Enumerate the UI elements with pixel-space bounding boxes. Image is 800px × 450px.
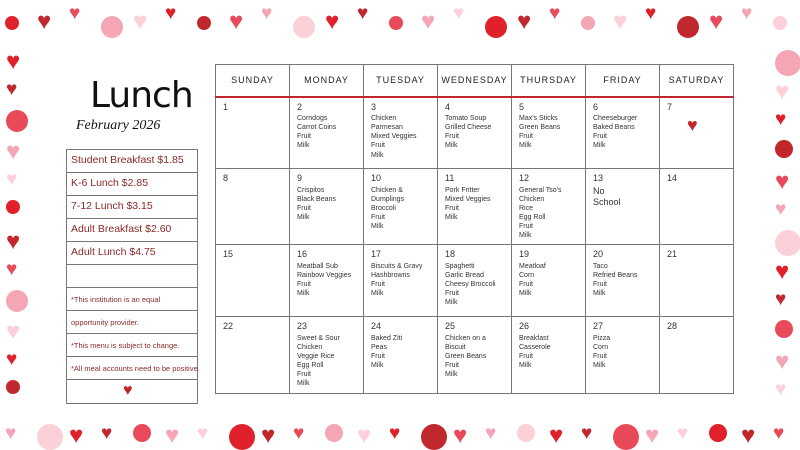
heart-icon: ♥ (357, 3, 369, 24)
menu-items: No School (593, 185, 621, 208)
candy-circle-icon (775, 230, 800, 256)
day-number: 17 (371, 249, 382, 260)
heart-icon: ♥ (709, 8, 724, 35)
menu-items: Crispitos Black Beans Fruit Milk (297, 186, 336, 221)
menu-items: Sweet & Sour Chicken Veggie Rice Egg Roll Fruit Milk (297, 334, 340, 388)
menu-items: General Tso's Chicken Rice Egg Roll Fruit Milk (519, 186, 562, 240)
heart-icon: ♥ (581, 423, 593, 444)
day-header: SUNDAY (216, 65, 290, 97)
calendar-day (660, 97, 734, 169)
calendar-day (660, 245, 734, 317)
calendar-day (364, 245, 438, 317)
calendar-day (438, 317, 512, 393)
calendar-day (290, 245, 364, 317)
month-subtitle: February 2026 (76, 118, 161, 133)
calendar-day (216, 317, 290, 393)
calendar-day (216, 97, 290, 169)
candy-circle-icon (775, 140, 793, 158)
heart-icon: ♥ (165, 422, 180, 449)
heart-icon: ♥ (517, 8, 532, 35)
heart-icon: ♥ (37, 8, 52, 35)
heart-icon: ♥ (775, 379, 787, 400)
calendar-week (216, 317, 734, 393)
heart-icon: ♥ (775, 168, 790, 195)
heart-icon: ♥ (775, 348, 790, 375)
calendar-day (438, 97, 512, 169)
day-number: 14 (667, 173, 678, 183)
candy-circle-icon (6, 380, 20, 394)
heart-icon: ♥ (775, 109, 787, 130)
menu-items: Biscuits & Gravy Hashbrowns Fruit Milk (371, 262, 423, 298)
candy-circle-icon (6, 290, 28, 312)
heart-icon: ♥ (6, 259, 18, 280)
calendar-week (216, 169, 734, 245)
day-number: 24 (371, 321, 382, 332)
heart-icon: ♥ (453, 422, 468, 449)
candy-circle-icon (6, 200, 20, 214)
calendar-day (438, 245, 512, 317)
note-row: *All meal accounts need to be positive. (67, 357, 197, 380)
heart-icon: ♥ (775, 289, 787, 310)
candy-circle-icon (229, 424, 255, 450)
candy-circle-icon (6, 110, 28, 132)
candy-circle-icon (421, 424, 447, 450)
candy-circle-icon (775, 50, 800, 76)
calendar-day (660, 317, 734, 393)
calendar-day (512, 245, 586, 317)
heart-icon: ♥ (549, 422, 564, 449)
calendar-day (290, 317, 364, 393)
calendar-day (290, 97, 364, 169)
day-number: 4 (445, 101, 451, 112)
heart-icon: ♥ (741, 422, 756, 449)
price-row: K-6 Lunch $2.85 (67, 173, 197, 196)
menu-items: Tomato Soup Grilled Cheese Fruit Milk (445, 115, 492, 150)
calendar-day (438, 169, 512, 245)
heart-icon: ♥ (645, 422, 660, 449)
day-number: 11 (445, 173, 455, 183)
heart-icon: ♥ (165, 3, 177, 24)
candy-circle-icon (485, 16, 507, 38)
candy-circle-icon (775, 320, 793, 338)
heart-icon: ♥ (549, 3, 561, 24)
price-row: Adult Breakfast $2.60 (67, 219, 197, 242)
heart-lollipop-icon: ♥ (123, 382, 133, 399)
candy-circle-icon (613, 424, 639, 450)
day-number: 7 (667, 101, 673, 112)
calendar-day (512, 317, 586, 393)
day-number: 21 (667, 249, 678, 260)
calendar-grid (215, 64, 734, 394)
heart-icon: ♥ (421, 8, 436, 35)
day-number: 10 (371, 173, 382, 183)
heart-icon: ♥ (677, 423, 689, 444)
day-number: 25 (445, 321, 456, 332)
calendar-day (586, 97, 660, 169)
candy-circle-icon (197, 16, 211, 30)
heart-icon: ♥ (357, 422, 372, 449)
heart-icon: ♥ (773, 423, 785, 444)
heart-icon: ♥ (197, 423, 209, 444)
candy-circle-icon (101, 16, 123, 38)
menu-items: Meatball Sub Rainbow Veggies Fruit Milk (297, 262, 352, 298)
day-number: 20 (593, 249, 604, 260)
calendar-day (586, 245, 660, 317)
day-header: WEDNESDAY (438, 65, 512, 97)
candy-circle-icon (133, 424, 151, 442)
heart-icon: ♥ (101, 423, 113, 444)
calendar-day (586, 169, 660, 245)
heart-icon: ♥ (325, 8, 340, 35)
price-table (66, 149, 198, 404)
day-number: 27 (593, 321, 604, 332)
day-number: 8 (223, 173, 229, 183)
menu-items: Taco Refried Beans Fruit Milk (593, 262, 638, 298)
heart-icon: ♥ (485, 423, 497, 444)
menu-items: Chicken Parmesan Mixed Veggies Fruit Milk (371, 115, 417, 159)
heart-icon: ♥ (133, 8, 148, 35)
menu-items: Corndogs Carrot Coins Fruit Milk (297, 115, 337, 150)
heart-icon: ♥ (6, 138, 21, 165)
menu-items: Cheeseburger Baked Beans Fruit Milk (593, 115, 638, 150)
calendar-day (364, 317, 438, 393)
menu-items: Baked Ziti Peas Fruit Milk (371, 334, 403, 370)
day-number: 18 (445, 249, 456, 260)
candy-circle-icon (677, 16, 699, 38)
day-header: FRIDAY (586, 65, 660, 97)
heart-icon: ♥ (293, 423, 305, 444)
day-number: 3 (371, 101, 377, 112)
day-number: 22 (223, 321, 234, 332)
candy-circle-icon (389, 16, 403, 30)
day-number: 19 (519, 249, 530, 260)
calendar-day (586, 317, 660, 393)
empty-row (67, 265, 197, 288)
calendar-day (364, 97, 438, 169)
heart-lollipop-icon: ♥ (687, 115, 698, 136)
menu-items: Breakfast Casserole Fruit Milk (519, 334, 551, 370)
candy-circle-icon (517, 424, 535, 442)
price-row: Adult Lunch $4.75 (67, 242, 197, 265)
day-number: 16 (297, 249, 308, 260)
calendar-day (364, 169, 438, 245)
menu-items: Meatloaf Corn Fruit Milk (519, 262, 546, 298)
day-header: THURSDAY (512, 65, 586, 97)
menu-items: Chicken & Dumplings Broccoli Fruit Milk (371, 186, 405, 231)
note-row: *This menu is subject to change. (67, 334, 197, 357)
menu-items: Chicken on a Biscuit Green Beans Fruit Milk (445, 334, 487, 379)
candy-circle-icon (325, 424, 343, 442)
menu-items: Spaghetti Garlic Bread Cheesy Broccoli Fruit Milk (445, 262, 496, 307)
candy-circle-icon (5, 16, 19, 30)
heart-icon: ♥ (775, 199, 787, 220)
page-title: Lunch (90, 75, 193, 116)
day-number: 23 (297, 321, 308, 332)
heart-icon: ♥ (6, 79, 18, 100)
heart-icon: ♥ (6, 349, 18, 370)
heart-icon: ♥ (5, 423, 17, 444)
calendar-day (512, 169, 586, 245)
price-row: Student Breakfast $1.85 (67, 150, 197, 173)
price-row: 7-12 Lunch $3.15 (67, 196, 197, 219)
candy-circle-icon (37, 424, 63, 450)
candy-circle-icon (773, 16, 787, 30)
candy-circle-icon (709, 424, 727, 442)
heart-icon: ♥ (453, 3, 465, 24)
day-number: 6 (593, 101, 599, 112)
heart-icon: ♥ (6, 48, 21, 75)
day-header: TUESDAY (364, 65, 438, 97)
calendar-day (290, 169, 364, 245)
menu-items: Max's Sticks Green Beans Fruit Milk (519, 115, 561, 150)
heart-icon: ♥ (261, 3, 273, 24)
calendar-day (660, 169, 734, 245)
calendar-day (512, 97, 586, 169)
day-header: MONDAY (290, 65, 364, 97)
heart-icon: ♥ (741, 3, 753, 24)
day-number: 2 (297, 101, 303, 112)
day-number: 12 (519, 173, 530, 183)
day-number: 15 (223, 249, 234, 260)
heart-icon: ♥ (6, 169, 18, 190)
day-number: 28 (667, 321, 678, 332)
day-header: SATURDAY (660, 65, 734, 97)
heart-icon: ♥ (775, 258, 790, 285)
heart-icon: ♥ (69, 3, 81, 24)
day-number: 5 (519, 101, 525, 112)
heart-icon: ♥ (6, 228, 21, 255)
calendar-day (216, 245, 290, 317)
day-number: 1 (223, 101, 229, 112)
heart-icon: ♥ (261, 422, 276, 449)
heart-icon: ♥ (645, 3, 657, 24)
heart-icon: ♥ (613, 8, 628, 35)
note-row: *This institution is an equal (67, 288, 197, 311)
day-number: 26 (519, 321, 530, 332)
heart-icon: ♥ (229, 8, 244, 35)
calendar-day (216, 169, 290, 245)
calendar-week (216, 97, 734, 169)
candy-circle-icon (293, 16, 315, 38)
day-number: 13 (593, 173, 604, 183)
day-number: 9 (297, 173, 303, 183)
candy-circle-icon (581, 16, 595, 30)
heart-icon: ♥ (775, 78, 790, 105)
calendar-week (216, 245, 734, 317)
heart-icon: ♥ (69, 422, 84, 449)
menu-items: Pizza Corn Fruit Milk (593, 334, 611, 370)
heart-icon: ♥ (389, 423, 401, 444)
menu-items: Pork Fritter Mixed Veggies Fruit Milk (445, 186, 491, 221)
heart-icon: ♥ (6, 318, 21, 345)
note-row: opportunity provider. (67, 311, 197, 334)
heart-lollipop-row (67, 380, 197, 403)
